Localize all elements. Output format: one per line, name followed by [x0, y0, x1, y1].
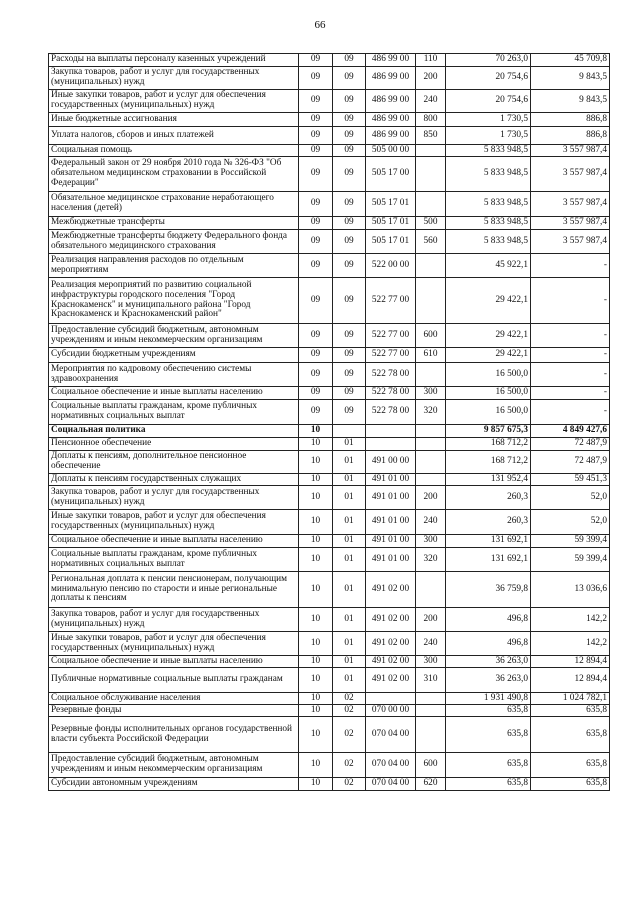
subsection-code: 09: [333, 127, 366, 145]
amount-executed: -: [531, 324, 610, 348]
amount-executed: 3 557 987,4: [531, 192, 610, 217]
amount-planned: 45 922,1: [446, 254, 531, 278]
subsection-code: 09: [333, 113, 366, 127]
table-row: [49, 230, 610, 254]
subsection-code: 09: [333, 363, 366, 387]
table-row: [49, 778, 610, 791]
table-row: [49, 632, 610, 656]
budget-item-name: Субсидии бюджетным учреждениям: [49, 348, 299, 363]
expense-type-code: [416, 693, 446, 705]
expense-type-code: [416, 278, 446, 324]
section-code: 10: [299, 486, 333, 510]
section-code: 09: [299, 278, 333, 324]
section-code: 10: [299, 535, 333, 548]
amount-executed: 45 709,8: [531, 54, 610, 67]
amount-planned: 16 500,0: [446, 363, 531, 387]
section-code: 09: [299, 145, 333, 157]
amount-executed: -: [531, 363, 610, 387]
amount-planned: 260,3: [446, 510, 531, 535]
target-article-code: 491 01 00: [366, 486, 416, 510]
amount-executed: 886,8: [531, 113, 610, 127]
expense-type-code: 300: [416, 387, 446, 400]
amount-planned: 168 712,2: [446, 438, 531, 451]
target-article-code: 070 00 00: [366, 705, 416, 717]
table-row: [49, 192, 610, 217]
target-article-code: 522 77 00: [366, 324, 416, 348]
expense-type-code: 600: [416, 324, 446, 348]
target-article-code: [366, 425, 416, 438]
expense-type-code: 850: [416, 127, 446, 145]
section-code: 10: [299, 572, 333, 608]
table-row: [49, 486, 610, 510]
target-article-code: [366, 438, 416, 451]
target-article-code: 491 02 00: [366, 656, 416, 668]
budget-item-name: Региональная доплата к пенсии пенсионерам, получающим минимальную пенсию по старости и иные региональные доплаты к пенсиям: [49, 572, 299, 608]
budget-item-name: Уплата налогов, сборов и иных платежей: [49, 127, 299, 145]
budget-item-name: Обязательное медицинское страхование неработающего населения (детей): [49, 192, 299, 217]
budget-item-name: Предоставление субсидий бюджетным, автономным учреждениям и иным некоммерческим организациям: [49, 753, 299, 778]
expense-type-code: 600: [416, 753, 446, 778]
table-row: [49, 278, 610, 324]
target-article-code: 486 99 00: [366, 54, 416, 67]
budget-item-name: Межбюджетные трансферты бюджету Федерального фонда обязательного медицинского страхования: [49, 230, 299, 254]
section-code: 09: [299, 192, 333, 217]
amount-executed: -: [531, 278, 610, 324]
budget-item-name: Социальная политика: [49, 425, 299, 438]
table-row: [49, 145, 610, 157]
amount-executed: 3 557 987,4: [531, 157, 610, 192]
table-row: [49, 705, 610, 717]
target-article-code: 505 17 01: [366, 192, 416, 217]
expense-type-code: 560: [416, 230, 446, 254]
target-article-code: 491 02 00: [366, 632, 416, 656]
table-row: [49, 324, 610, 348]
expense-type-code: 320: [416, 400, 446, 425]
section-code: 10: [299, 717, 333, 753]
budget-item-name: Расходы на выплаты персоналу казенных учреждений: [49, 54, 299, 67]
table-row: [49, 387, 610, 400]
target-article-code: 505 17 01: [366, 230, 416, 254]
amount-planned: 635,8: [446, 717, 531, 753]
amount-planned: 29 422,1: [446, 324, 531, 348]
target-article-code: 491 01 00: [366, 548, 416, 572]
amount-planned: 168 712,2: [446, 451, 531, 474]
expense-type-code: [416, 572, 446, 608]
subsection-code: 01: [333, 438, 366, 451]
subsection-code: 01: [333, 608, 366, 632]
budget-item-name: Мероприятия по кадровому обеспечению системы здравоохранения: [49, 363, 299, 387]
section-code: 09: [299, 217, 333, 230]
amount-planned: 29 422,1: [446, 278, 531, 324]
subsection-code: 02: [333, 778, 366, 791]
amount-planned: 1 931 490,8: [446, 693, 531, 705]
expense-type-code: 310: [416, 668, 446, 693]
amount-planned: 1 730,5: [446, 127, 531, 145]
section-code: 09: [299, 400, 333, 425]
subsection-code: 09: [333, 387, 366, 400]
expense-type-code: 610: [416, 348, 446, 363]
table-row: [49, 535, 610, 548]
subsection-code: 09: [333, 324, 366, 348]
subsection-code: 09: [333, 217, 366, 230]
amount-planned: 1 730,5: [446, 113, 531, 127]
section-code: 09: [299, 54, 333, 67]
subsection-code: 09: [333, 348, 366, 363]
expense-type-code: 300: [416, 656, 446, 668]
subsection-code: 02: [333, 705, 366, 717]
subsection-code: 09: [333, 145, 366, 157]
amount-executed: 3 557 987,4: [531, 230, 610, 254]
section-code: 10: [299, 668, 333, 693]
table-row: [49, 510, 610, 535]
expense-type-code: 200: [416, 67, 446, 90]
budget-item-name: Закупка товаров, работ и услуг для государственных (муниципальных) нужд: [49, 67, 299, 90]
amount-planned: 36 263,0: [446, 668, 531, 693]
subsection-code: 01: [333, 486, 366, 510]
section-code: 10: [299, 705, 333, 717]
target-article-code: 070 04 00: [366, 753, 416, 778]
budget-item-name: Реализация мероприятий по развитию социальной инфраструктуры городского поселения "Город Краснокаменск" и муниципального района "Город Краснокаменск и Краснокаменский район": [49, 278, 299, 324]
subsection-code: 01: [333, 548, 366, 572]
subsection-code: 01: [333, 510, 366, 535]
amount-planned: 5 833 948,5: [446, 145, 531, 157]
section-code: 10: [299, 425, 333, 438]
table-row: [49, 113, 610, 127]
expense-type-code: [416, 254, 446, 278]
section-code: 10: [299, 474, 333, 486]
target-article-code: 486 99 00: [366, 67, 416, 90]
section-code: 09: [299, 324, 333, 348]
section-code: 09: [299, 157, 333, 192]
target-article-code: 486 99 00: [366, 113, 416, 127]
amount-executed: 142,2: [531, 632, 610, 656]
subsection-code: 09: [333, 54, 366, 67]
amount-planned: 260,3: [446, 486, 531, 510]
table-row: [49, 254, 610, 278]
section-code: 10: [299, 608, 333, 632]
expense-type-code: 200: [416, 486, 446, 510]
expense-type-code: 300: [416, 535, 446, 548]
amount-planned: 131 692,1: [446, 548, 531, 572]
section-code: 09: [299, 90, 333, 113]
amount-executed: 59 399,4: [531, 535, 610, 548]
amount-executed: 9 843,5: [531, 90, 610, 113]
section-code: 09: [299, 363, 333, 387]
subsection-code: 01: [333, 474, 366, 486]
amount-planned: 20 754,6: [446, 90, 531, 113]
target-article-code: 491 02 00: [366, 668, 416, 693]
subsection-code: 09: [333, 400, 366, 425]
table-row: [49, 668, 610, 693]
target-article-code: [366, 693, 416, 705]
subsection-code: 01: [333, 535, 366, 548]
amount-executed: 52,0: [531, 486, 610, 510]
section-code: 09: [299, 254, 333, 278]
budget-item-name: Резервные фонды: [49, 705, 299, 717]
table-row: [49, 753, 610, 778]
section-code: 09: [299, 348, 333, 363]
page-number: 66: [314, 19, 326, 31]
section-code: 10: [299, 548, 333, 572]
budget-item-name: Иные бюджетные ассигнования: [49, 113, 299, 127]
budget-item-name: Социальное обслуживание населения: [49, 693, 299, 705]
expense-type-code: [416, 438, 446, 451]
table-row: [49, 157, 610, 192]
subsection-code: 09: [333, 278, 366, 324]
amount-executed: 635,8: [531, 705, 610, 717]
budget-item-name: Доплаты к пенсиям государственных служащих: [49, 474, 299, 486]
section-code: 10: [299, 438, 333, 451]
subsection-code: 02: [333, 717, 366, 753]
budget-item-name: Субсидии автономным учреждениям: [49, 778, 299, 791]
amount-planned: 36 263,0: [446, 656, 531, 668]
table-row: [49, 363, 610, 387]
amount-planned: 5 833 948,5: [446, 230, 531, 254]
table-row: [49, 693, 610, 705]
section-code: 09: [299, 67, 333, 90]
expense-type-code: 500: [416, 217, 446, 230]
target-article-code: 522 78 00: [366, 400, 416, 425]
section-code: 10: [299, 753, 333, 778]
table-row: [49, 656, 610, 668]
target-article-code: 522 77 00: [366, 348, 416, 363]
expense-type-code: 110: [416, 54, 446, 67]
amount-executed: -: [531, 348, 610, 363]
expense-type-code: [416, 157, 446, 192]
amount-executed: 13 036,6: [531, 572, 610, 608]
budget-item-name: Социальное обеспечение и иные выплаты населению: [49, 535, 299, 548]
target-article-code: 491 02 00: [366, 608, 416, 632]
section-code: 09: [299, 127, 333, 145]
table-row: [49, 90, 610, 113]
amount-executed: 72 487,9: [531, 451, 610, 474]
amount-planned: 5 833 948,5: [446, 157, 531, 192]
budget-item-name: Иные закупки товаров, работ и услуг для обеспечения государственных (муниципальных) нужд: [49, 510, 299, 535]
expense-type-code: [416, 145, 446, 157]
expense-type-code: [416, 425, 446, 438]
amount-planned: 36 759,8: [446, 572, 531, 608]
table-row: [49, 438, 610, 451]
subsection-code: 02: [333, 693, 366, 705]
section-code: 10: [299, 632, 333, 656]
budget-item-name: Социальное обеспечение и иные выплаты населению: [49, 656, 299, 668]
target-article-code: 070 04 00: [366, 778, 416, 791]
budget-item-name: Резервные фонды исполнительных органов государственной власти субъекта Российской Федерации: [49, 717, 299, 753]
amount-executed: 4 849 427,6: [531, 425, 610, 438]
target-article-code: 505 17 01: [366, 217, 416, 230]
amount-planned: 131 692,1: [446, 535, 531, 548]
table-row: [49, 127, 610, 145]
table-row: [49, 451, 610, 474]
expense-type-code: 240: [416, 90, 446, 113]
table-row: [49, 348, 610, 363]
section-code: 10: [299, 693, 333, 705]
target-article-code: 486 99 00: [366, 90, 416, 113]
subsection-code: 01: [333, 572, 366, 608]
target-article-code: 491 02 00: [366, 572, 416, 608]
budget-item-name: Доплаты к пенсиям, дополнительное пенсионное обеспечение: [49, 451, 299, 474]
section-code: 09: [299, 387, 333, 400]
table-row: [49, 548, 610, 572]
subsection-code: [333, 425, 366, 438]
section-code: 10: [299, 778, 333, 791]
expense-type-code: 200: [416, 608, 446, 632]
budget-item-name: Предоставление субсидий бюджетным, автономным учреждениям и иным некоммерческим организациям: [49, 324, 299, 348]
table-row: [49, 474, 610, 486]
amount-executed: -: [531, 400, 610, 425]
amount-planned: 635,8: [446, 705, 531, 717]
budget-item-name: Пенсионное обеспечение: [49, 438, 299, 451]
expense-type-code: [416, 363, 446, 387]
budget-item-name: Социальные выплаты гражданам, кроме публичных нормативных социальных выплат: [49, 548, 299, 572]
budget-item-name: Закупка товаров, работ и услуг для государственных (муниципальных) нужд: [49, 608, 299, 632]
table-row: [49, 425, 610, 438]
amount-executed: -: [531, 254, 610, 278]
amount-planned: 16 500,0: [446, 387, 531, 400]
amount-executed: 635,8: [531, 778, 610, 791]
amount-planned: 9 857 675,3: [446, 425, 531, 438]
amount-planned: 16 500,0: [446, 400, 531, 425]
table-row: [49, 572, 610, 608]
expense-type-code: 240: [416, 632, 446, 656]
table-row: [49, 54, 610, 67]
target-article-code: 491 01 00: [366, 474, 416, 486]
table-row: [49, 717, 610, 753]
expense-type-code: [416, 705, 446, 717]
amount-executed: 3 557 987,4: [531, 217, 610, 230]
budget-item-name: Социальные выплаты гражданам, кроме публичных нормативных социальных выплат: [49, 400, 299, 425]
subsection-code: 09: [333, 230, 366, 254]
amount-executed: 12 894,4: [531, 656, 610, 668]
target-article-code: 522 78 00: [366, 387, 416, 400]
amount-executed: 3 557 987,4: [531, 145, 610, 157]
target-article-code: 505 17 00: [366, 157, 416, 192]
amount-executed: 635,8: [531, 717, 610, 753]
budget-item-name: Иные закупки товаров, работ и услуг для обеспечения государственных (муниципальных) нужд: [49, 90, 299, 113]
amount-executed: 886,8: [531, 127, 610, 145]
amount-executed: -: [531, 387, 610, 400]
table-row: [49, 400, 610, 425]
section-code: 09: [299, 230, 333, 254]
subsection-code: 01: [333, 632, 366, 656]
amount-planned: 635,8: [446, 753, 531, 778]
subsection-code: 09: [333, 67, 366, 90]
amount-executed: 142,2: [531, 608, 610, 632]
table-row: [49, 608, 610, 632]
amount-planned: 20 754,6: [446, 67, 531, 90]
target-article-code: 486 99 00: [366, 127, 416, 145]
budget-item-name: Социальное обеспечение и иные выплаты населению: [49, 387, 299, 400]
budget-item-name: Реализация направления расходов по отдельным мероприятиям: [49, 254, 299, 278]
amount-executed: 12 894,4: [531, 668, 610, 693]
expense-type-code: [416, 717, 446, 753]
target-article-code: 522 77 00: [366, 278, 416, 324]
subsection-code: 09: [333, 254, 366, 278]
amount-executed: 635,8: [531, 753, 610, 778]
amount-executed: 1 024 782,1: [531, 693, 610, 705]
subsection-code: 02: [333, 753, 366, 778]
table-row: [49, 217, 610, 230]
amount-planned: 5 833 948,5: [446, 192, 531, 217]
target-article-code: 491 01 00: [366, 535, 416, 548]
expense-type-code: 800: [416, 113, 446, 127]
expense-type-code: 620: [416, 778, 446, 791]
amount-planned: 5 833 948,5: [446, 217, 531, 230]
subsection-code: 01: [333, 656, 366, 668]
subsection-code: 09: [333, 90, 366, 113]
amount-planned: 29 422,1: [446, 348, 531, 363]
section-code: 09: [299, 113, 333, 127]
expense-type-code: 320: [416, 548, 446, 572]
amount-planned: 635,8: [446, 778, 531, 791]
section-code: 10: [299, 510, 333, 535]
budget-item-name: Социальная помощь: [49, 145, 299, 157]
budget-item-name: Публичные нормативные социальные выплаты гражданам: [49, 668, 299, 693]
expense-type-code: [416, 474, 446, 486]
section-code: 10: [299, 451, 333, 474]
amount-planned: 496,8: [446, 608, 531, 632]
target-article-code: 522 00 00: [366, 254, 416, 278]
budget-item-name: Межбюджетные трансферты: [49, 217, 299, 230]
target-article-code: 491 01 00: [366, 510, 416, 535]
expense-type-code: [416, 192, 446, 217]
budget-item-name: Закупка товаров, работ и услуг для государственных (муниципальных) нужд: [49, 486, 299, 510]
target-article-code: 491 00 00: [366, 451, 416, 474]
amount-planned: 131 952,4: [446, 474, 531, 486]
budget-item-name: Иные закупки товаров, работ и услуг для обеспечения государственных (муниципальных) нужд: [49, 632, 299, 656]
amount-planned: 70 263,0: [446, 54, 531, 67]
table-row: [49, 67, 610, 90]
subsection-code: 09: [333, 157, 366, 192]
subsection-code: 09: [333, 192, 366, 217]
amount-executed: 59 451,3: [531, 474, 610, 486]
target-article-code: 505 00 00: [366, 145, 416, 157]
subsection-code: 01: [333, 451, 366, 474]
budget-table-body: [49, 54, 610, 791]
amount-planned: 496,8: [446, 632, 531, 656]
budget-table: [48, 53, 610, 791]
expense-type-code: [416, 451, 446, 474]
section-code: 10: [299, 656, 333, 668]
amount-executed: 9 843,5: [531, 67, 610, 90]
subsection-code: 01: [333, 668, 366, 693]
expense-type-code: 240: [416, 510, 446, 535]
amount-executed: 72 487,9: [531, 438, 610, 451]
target-article-code: 070 04 00: [366, 717, 416, 753]
amount-executed: 52,0: [531, 510, 610, 535]
budget-item-name: Федеральный закон от 29 ноября 2010 года № 326-ФЗ "Об обязательном медицинском страховании в Российской Федерации": [49, 157, 299, 192]
target-article-code: 522 78 00: [366, 363, 416, 387]
amount-executed: 59 399,4: [531, 548, 610, 572]
